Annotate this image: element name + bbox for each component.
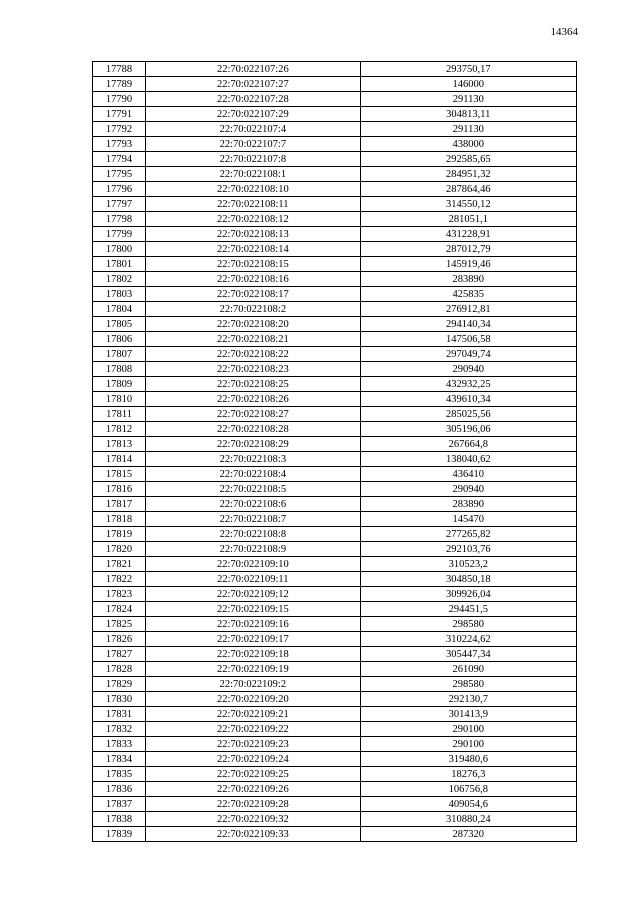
value-cell: 294140,34	[360, 317, 576, 332]
value-cell: 106756,8	[360, 782, 576, 797]
table-row	[93, 812, 577, 827]
value-cell: 292130,7	[360, 692, 576, 707]
row-number-cell: 17796	[93, 182, 146, 197]
row-number-cell: 17802	[93, 272, 146, 287]
row-number-cell: 17838	[93, 812, 146, 827]
value-cell: 409054,6	[360, 797, 576, 812]
row-number-cell: 17823	[93, 587, 146, 602]
value-cell: 281051,1	[360, 212, 576, 227]
table-body	[93, 62, 577, 842]
value-cell: 297049,74	[360, 347, 576, 362]
table-row	[93, 647, 577, 662]
row-number-cell: 17800	[93, 242, 146, 257]
row-number-cell: 17805	[93, 317, 146, 332]
table-row	[93, 182, 577, 197]
value-cell: 305196,06	[360, 422, 576, 437]
value-cell: 283890	[360, 497, 576, 512]
row-number-cell: 17801	[93, 257, 146, 272]
cadastral-number-cell: 22:70:022109:11	[146, 572, 360, 587]
row-number-cell: 17831	[93, 707, 146, 722]
value-cell: 310224,62	[360, 632, 576, 647]
cadastral-number-cell: 22:70:022109:21	[146, 707, 360, 722]
row-number-cell: 17793	[93, 137, 146, 152]
row-number-cell: 17789	[93, 77, 146, 92]
cadastral-number-cell: 22:70:022108:5	[146, 482, 360, 497]
row-number-cell: 17839	[93, 827, 146, 842]
row-number-cell: 17804	[93, 302, 146, 317]
table-row	[93, 422, 577, 437]
table-row	[93, 722, 577, 737]
table-row	[93, 77, 577, 92]
table-row	[93, 797, 577, 812]
row-number-cell: 17815	[93, 467, 146, 482]
value-cell: 287320	[360, 827, 576, 842]
table-row	[93, 137, 577, 152]
row-number-cell: 17830	[93, 692, 146, 707]
cadastral-number-cell: 22:70:022108:25	[146, 377, 360, 392]
table-row	[93, 122, 577, 137]
table-row	[93, 692, 577, 707]
table-row	[93, 437, 577, 452]
row-number-cell: 17797	[93, 197, 146, 212]
cadastral-number-cell: 22:70:022109:33	[146, 827, 360, 842]
value-cell: 309926,04	[360, 587, 576, 602]
cadastral-number-cell: 22:70:022107:8	[146, 152, 360, 167]
value-cell: 298580	[360, 677, 576, 692]
cadastral-number-cell: 22:70:022108:14	[146, 242, 360, 257]
table-row	[93, 602, 577, 617]
value-cell: 287864,46	[360, 182, 576, 197]
row-number-cell: 17803	[93, 287, 146, 302]
cadastral-number-cell: 22:70:022108:9	[146, 542, 360, 557]
cadastral-number-cell: 22:70:022108:21	[146, 332, 360, 347]
row-number-cell: 17812	[93, 422, 146, 437]
cadastral-number-cell: 22:70:022109:20	[146, 692, 360, 707]
table-row	[93, 542, 577, 557]
value-cell: 146000	[360, 77, 576, 92]
row-number-cell: 17798	[93, 212, 146, 227]
table-row	[93, 392, 577, 407]
cadastral-number-cell: 22:70:022109:25	[146, 767, 360, 782]
value-cell: 298580	[360, 617, 576, 632]
value-cell: 290100	[360, 737, 576, 752]
value-cell: 425835	[360, 287, 576, 302]
cadastral-number-cell: 22:70:022109:32	[146, 812, 360, 827]
table-row	[93, 152, 577, 167]
page-number: 14364	[550, 26, 578, 38]
value-cell: 277265,82	[360, 527, 576, 542]
value-cell: 304850,18	[360, 572, 576, 587]
value-cell: 138040,62	[360, 452, 576, 467]
table-row	[93, 572, 577, 587]
table-row	[93, 227, 577, 242]
row-number-cell: 17814	[93, 452, 146, 467]
table-row	[93, 317, 577, 332]
table-row	[93, 617, 577, 632]
table-row	[93, 272, 577, 287]
table-row	[93, 197, 577, 212]
table-row	[93, 107, 577, 122]
cadastral-number-cell: 22:70:022108:3	[146, 452, 360, 467]
table-row	[93, 242, 577, 257]
row-number-cell: 17822	[93, 572, 146, 587]
table-row	[93, 557, 577, 572]
value-cell: 285025,56	[360, 407, 576, 422]
cadastral-number-cell: 22:70:022108:20	[146, 317, 360, 332]
table-row	[93, 482, 577, 497]
cadastral-number-cell: 22:70:022107:27	[146, 77, 360, 92]
cadastral-number-cell: 22:70:022108:22	[146, 347, 360, 362]
table-row	[93, 407, 577, 422]
table-row	[93, 347, 577, 362]
row-number-cell: 17825	[93, 617, 146, 632]
table-row	[93, 707, 577, 722]
row-number-cell: 17818	[93, 512, 146, 527]
table-row	[93, 257, 577, 272]
cadastral-number-cell: 22:70:022109:17	[146, 632, 360, 647]
cadastral-number-cell: 22:70:022108:17	[146, 287, 360, 302]
row-number-cell: 17808	[93, 362, 146, 377]
table-row	[93, 512, 577, 527]
value-cell: 145470	[360, 512, 576, 527]
cadastral-number-cell: 22:70:022107:28	[146, 92, 360, 107]
cadastral-number-cell: 22:70:022109:22	[146, 722, 360, 737]
value-cell: 439610,34	[360, 392, 576, 407]
table-row	[93, 752, 577, 767]
row-number-cell: 17791	[93, 107, 146, 122]
row-number-cell: 17829	[93, 677, 146, 692]
row-number-cell: 17826	[93, 632, 146, 647]
cadastral-value-table	[92, 61, 577, 842]
table-row	[93, 662, 577, 677]
table-row	[93, 467, 577, 482]
value-cell: 438000	[360, 137, 576, 152]
table-row	[93, 92, 577, 107]
table-row	[93, 497, 577, 512]
value-cell: 292585,65	[360, 152, 576, 167]
cadastral-number-cell: 22:70:022108:6	[146, 497, 360, 512]
cadastral-number-cell: 22:70:022109:18	[146, 647, 360, 662]
cadastral-number-cell: 22:70:022108:16	[146, 272, 360, 287]
table-row	[93, 632, 577, 647]
value-cell: 261090	[360, 662, 576, 677]
cadastral-number-cell: 22:70:022108:12	[146, 212, 360, 227]
value-cell: 283890	[360, 272, 576, 287]
cadastral-number-cell: 22:70:022109:28	[146, 797, 360, 812]
row-number-cell: 17827	[93, 647, 146, 662]
row-number-cell: 17809	[93, 377, 146, 392]
cadastral-number-cell: 22:70:022108:7	[146, 512, 360, 527]
cadastral-number-cell: 22:70:022108:27	[146, 407, 360, 422]
value-cell: 319480,6	[360, 752, 576, 767]
value-cell: 284951,32	[360, 167, 576, 182]
row-number-cell: 17837	[93, 797, 146, 812]
cadastral-number-cell: 22:70:022109:15	[146, 602, 360, 617]
row-number-cell: 17799	[93, 227, 146, 242]
row-number-cell: 17820	[93, 542, 146, 557]
cadastral-number-cell: 22:70:022108:10	[146, 182, 360, 197]
table-row	[93, 452, 577, 467]
value-cell: 301413,9	[360, 707, 576, 722]
value-cell: 287012,79	[360, 242, 576, 257]
cadastral-number-cell: 22:70:022109:16	[146, 617, 360, 632]
value-cell: 310523,2	[360, 557, 576, 572]
row-number-cell: 17832	[93, 722, 146, 737]
value-cell: 147506,58	[360, 332, 576, 347]
cadastral-number-cell: 22:70:022109:23	[146, 737, 360, 752]
cadastral-number-cell: 22:70:022108:11	[146, 197, 360, 212]
value-cell: 292103,76	[360, 542, 576, 557]
cadastral-number-cell: 22:70:022108:13	[146, 227, 360, 242]
table-row	[93, 62, 577, 77]
table-row	[93, 332, 577, 347]
table-row	[93, 677, 577, 692]
table-row	[93, 767, 577, 782]
table-row	[93, 287, 577, 302]
value-cell: 290940	[360, 482, 576, 497]
value-cell: 145919,46	[360, 257, 576, 272]
row-number-cell: 17817	[93, 497, 146, 512]
cadastral-number-cell: 22:70:022107:7	[146, 137, 360, 152]
row-number-cell: 17828	[93, 662, 146, 677]
value-cell: 310880,24	[360, 812, 576, 827]
row-number-cell: 17824	[93, 602, 146, 617]
row-number-cell: 17813	[93, 437, 146, 452]
value-cell: 18276,3	[360, 767, 576, 782]
cadastral-number-cell: 22:70:022109:24	[146, 752, 360, 767]
row-number-cell: 17792	[93, 122, 146, 137]
table-row	[93, 362, 577, 377]
row-number-cell: 17788	[93, 62, 146, 77]
table-row	[93, 737, 577, 752]
cadastral-number-cell: 22:70:022109:26	[146, 782, 360, 797]
table-row	[93, 782, 577, 797]
value-cell: 294451,5	[360, 602, 576, 617]
cadastral-number-cell: 22:70:022109:19	[146, 662, 360, 677]
row-number-cell: 17811	[93, 407, 146, 422]
value-cell: 290940	[360, 362, 576, 377]
row-number-cell: 17834	[93, 752, 146, 767]
cadastral-number-cell: 22:70:022107:4	[146, 122, 360, 137]
table-row	[93, 827, 577, 842]
table-row	[93, 302, 577, 317]
value-cell: 305447,34	[360, 647, 576, 662]
row-number-cell: 17833	[93, 737, 146, 752]
cadastral-number-cell: 22:70:022109:10	[146, 557, 360, 572]
cadastral-number-cell: 22:70:022108:1	[146, 167, 360, 182]
cadastral-number-cell: 22:70:022108:8	[146, 527, 360, 542]
cadastral-number-cell: 22:70:022108:28	[146, 422, 360, 437]
table-row	[93, 377, 577, 392]
value-cell: 291130	[360, 122, 576, 137]
value-cell: 267664,8	[360, 437, 576, 452]
row-number-cell: 17816	[93, 482, 146, 497]
table-row	[93, 167, 577, 182]
row-number-cell: 17810	[93, 392, 146, 407]
cadastral-number-cell: 22:70:022108:4	[146, 467, 360, 482]
cadastral-number-cell: 22:70:022108:2	[146, 302, 360, 317]
cadastral-number-cell: 22:70:022109:2	[146, 677, 360, 692]
cadastral-number-cell: 22:70:022108:15	[146, 257, 360, 272]
value-cell: 314550,12	[360, 197, 576, 212]
cadastral-number-cell: 22:70:022108:23	[146, 362, 360, 377]
row-number-cell: 17835	[93, 767, 146, 782]
value-cell: 276912,81	[360, 302, 576, 317]
row-number-cell: 17795	[93, 167, 146, 182]
row-number-cell: 17806	[93, 332, 146, 347]
row-number-cell: 17819	[93, 527, 146, 542]
cadastral-number-cell: 22:70:022107:29	[146, 107, 360, 122]
cadastral-number-cell: 22:70:022108:26	[146, 392, 360, 407]
row-number-cell: 17790	[93, 92, 146, 107]
row-number-cell: 17807	[93, 347, 146, 362]
value-cell: 290100	[360, 722, 576, 737]
cadastral-number-cell: 22:70:022107:26	[146, 62, 360, 77]
cadastral-number-cell: 22:70:022109:12	[146, 587, 360, 602]
table-row	[93, 587, 577, 602]
table-row	[93, 212, 577, 227]
value-cell: 293750,17	[360, 62, 576, 77]
table-row	[93, 527, 577, 542]
row-number-cell: 17821	[93, 557, 146, 572]
row-number-cell: 17836	[93, 782, 146, 797]
value-cell: 304813,11	[360, 107, 576, 122]
row-number-cell: 17794	[93, 152, 146, 167]
cadastral-number-cell: 22:70:022108:29	[146, 437, 360, 452]
value-cell: 431228,91	[360, 227, 576, 242]
value-cell: 291130	[360, 92, 576, 107]
value-cell: 432932,25	[360, 377, 576, 392]
value-cell: 436410	[360, 467, 576, 482]
